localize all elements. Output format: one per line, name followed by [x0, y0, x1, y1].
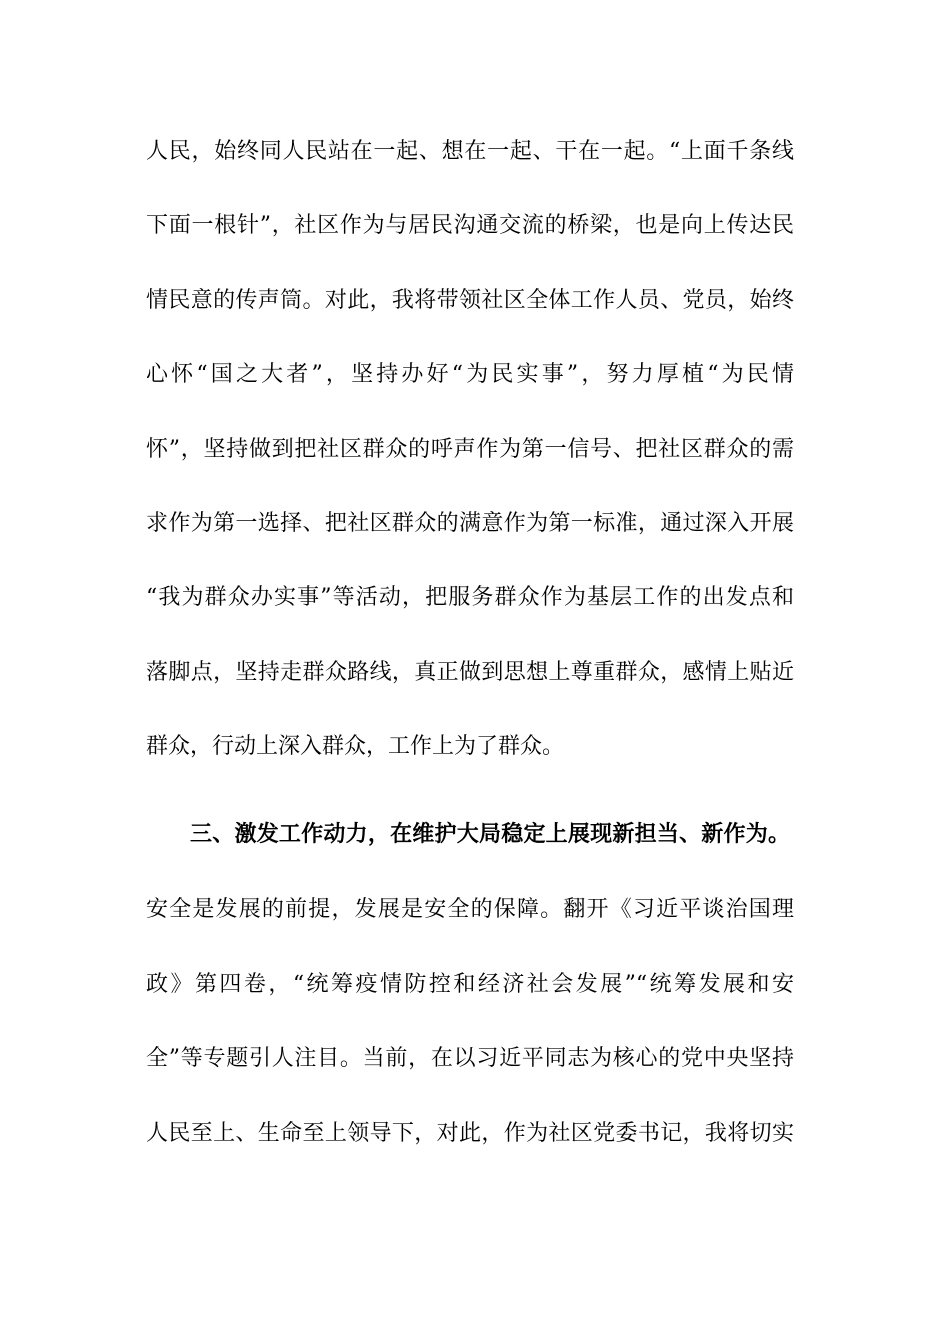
paragraph-1-line-4: 心怀“国之大者”，坚持办好“为民实事”，努力厚植“为民情	[146, 362, 794, 387]
paragraph-1-line-3: 情民意的传声筒。对此，我将带领社区全体工作人员、党员，始终	[146, 288, 794, 313]
paragraph-1-line-2: 下面一根针”，社区作为与居民沟通交流的桥梁，也是向上传达民	[146, 213, 794, 238]
paragraph-1-line-7: “我为群众办实事”等活动，把服务群众作为基层工作的出发点和	[146, 585, 794, 610]
paragraph-2-line-2: 政》第四卷，“统筹疫情防控和经济社会发展”“统筹发展和安	[146, 972, 794, 997]
paragraph-1-line-8: 落脚点，坚持走群众路线，真正做到思想上尊重群众，感情上贴近	[146, 660, 794, 685]
paragraph-2-line-4: 人民至上、生命至上领导下，对此，作为社区党委书记，我将切实	[146, 1121, 794, 1146]
paragraph-2-line-3: 全”等专题引人注目。当前，在以习近平同志为核心的党中央坚持	[146, 1046, 794, 1071]
paragraph-2-line-1: 安全是发展的前提，发展是安全的保障。翻开《习近平谈治国理	[146, 897, 794, 922]
section-heading: 三、激发工作动力，在维护大局稳定上展现新担当、新作为。	[190, 821, 790, 847]
paragraph-1-line-1: 人民，始终同人民站在一起、想在一起、干在一起。“上面千条线	[146, 139, 794, 164]
paragraph-1-line-6: 求作为第一选择、把社区群众的满意作为第一标准，通过深入开展	[146, 511, 794, 536]
paragraph-1-line-9: 群众，行动上深入群众，工作上为了群众。	[146, 734, 565, 759]
paragraph-1-line-5: 怀”，坚持做到把社区群众的呼声作为第一信号、把社区群众的需	[146, 437, 794, 462]
